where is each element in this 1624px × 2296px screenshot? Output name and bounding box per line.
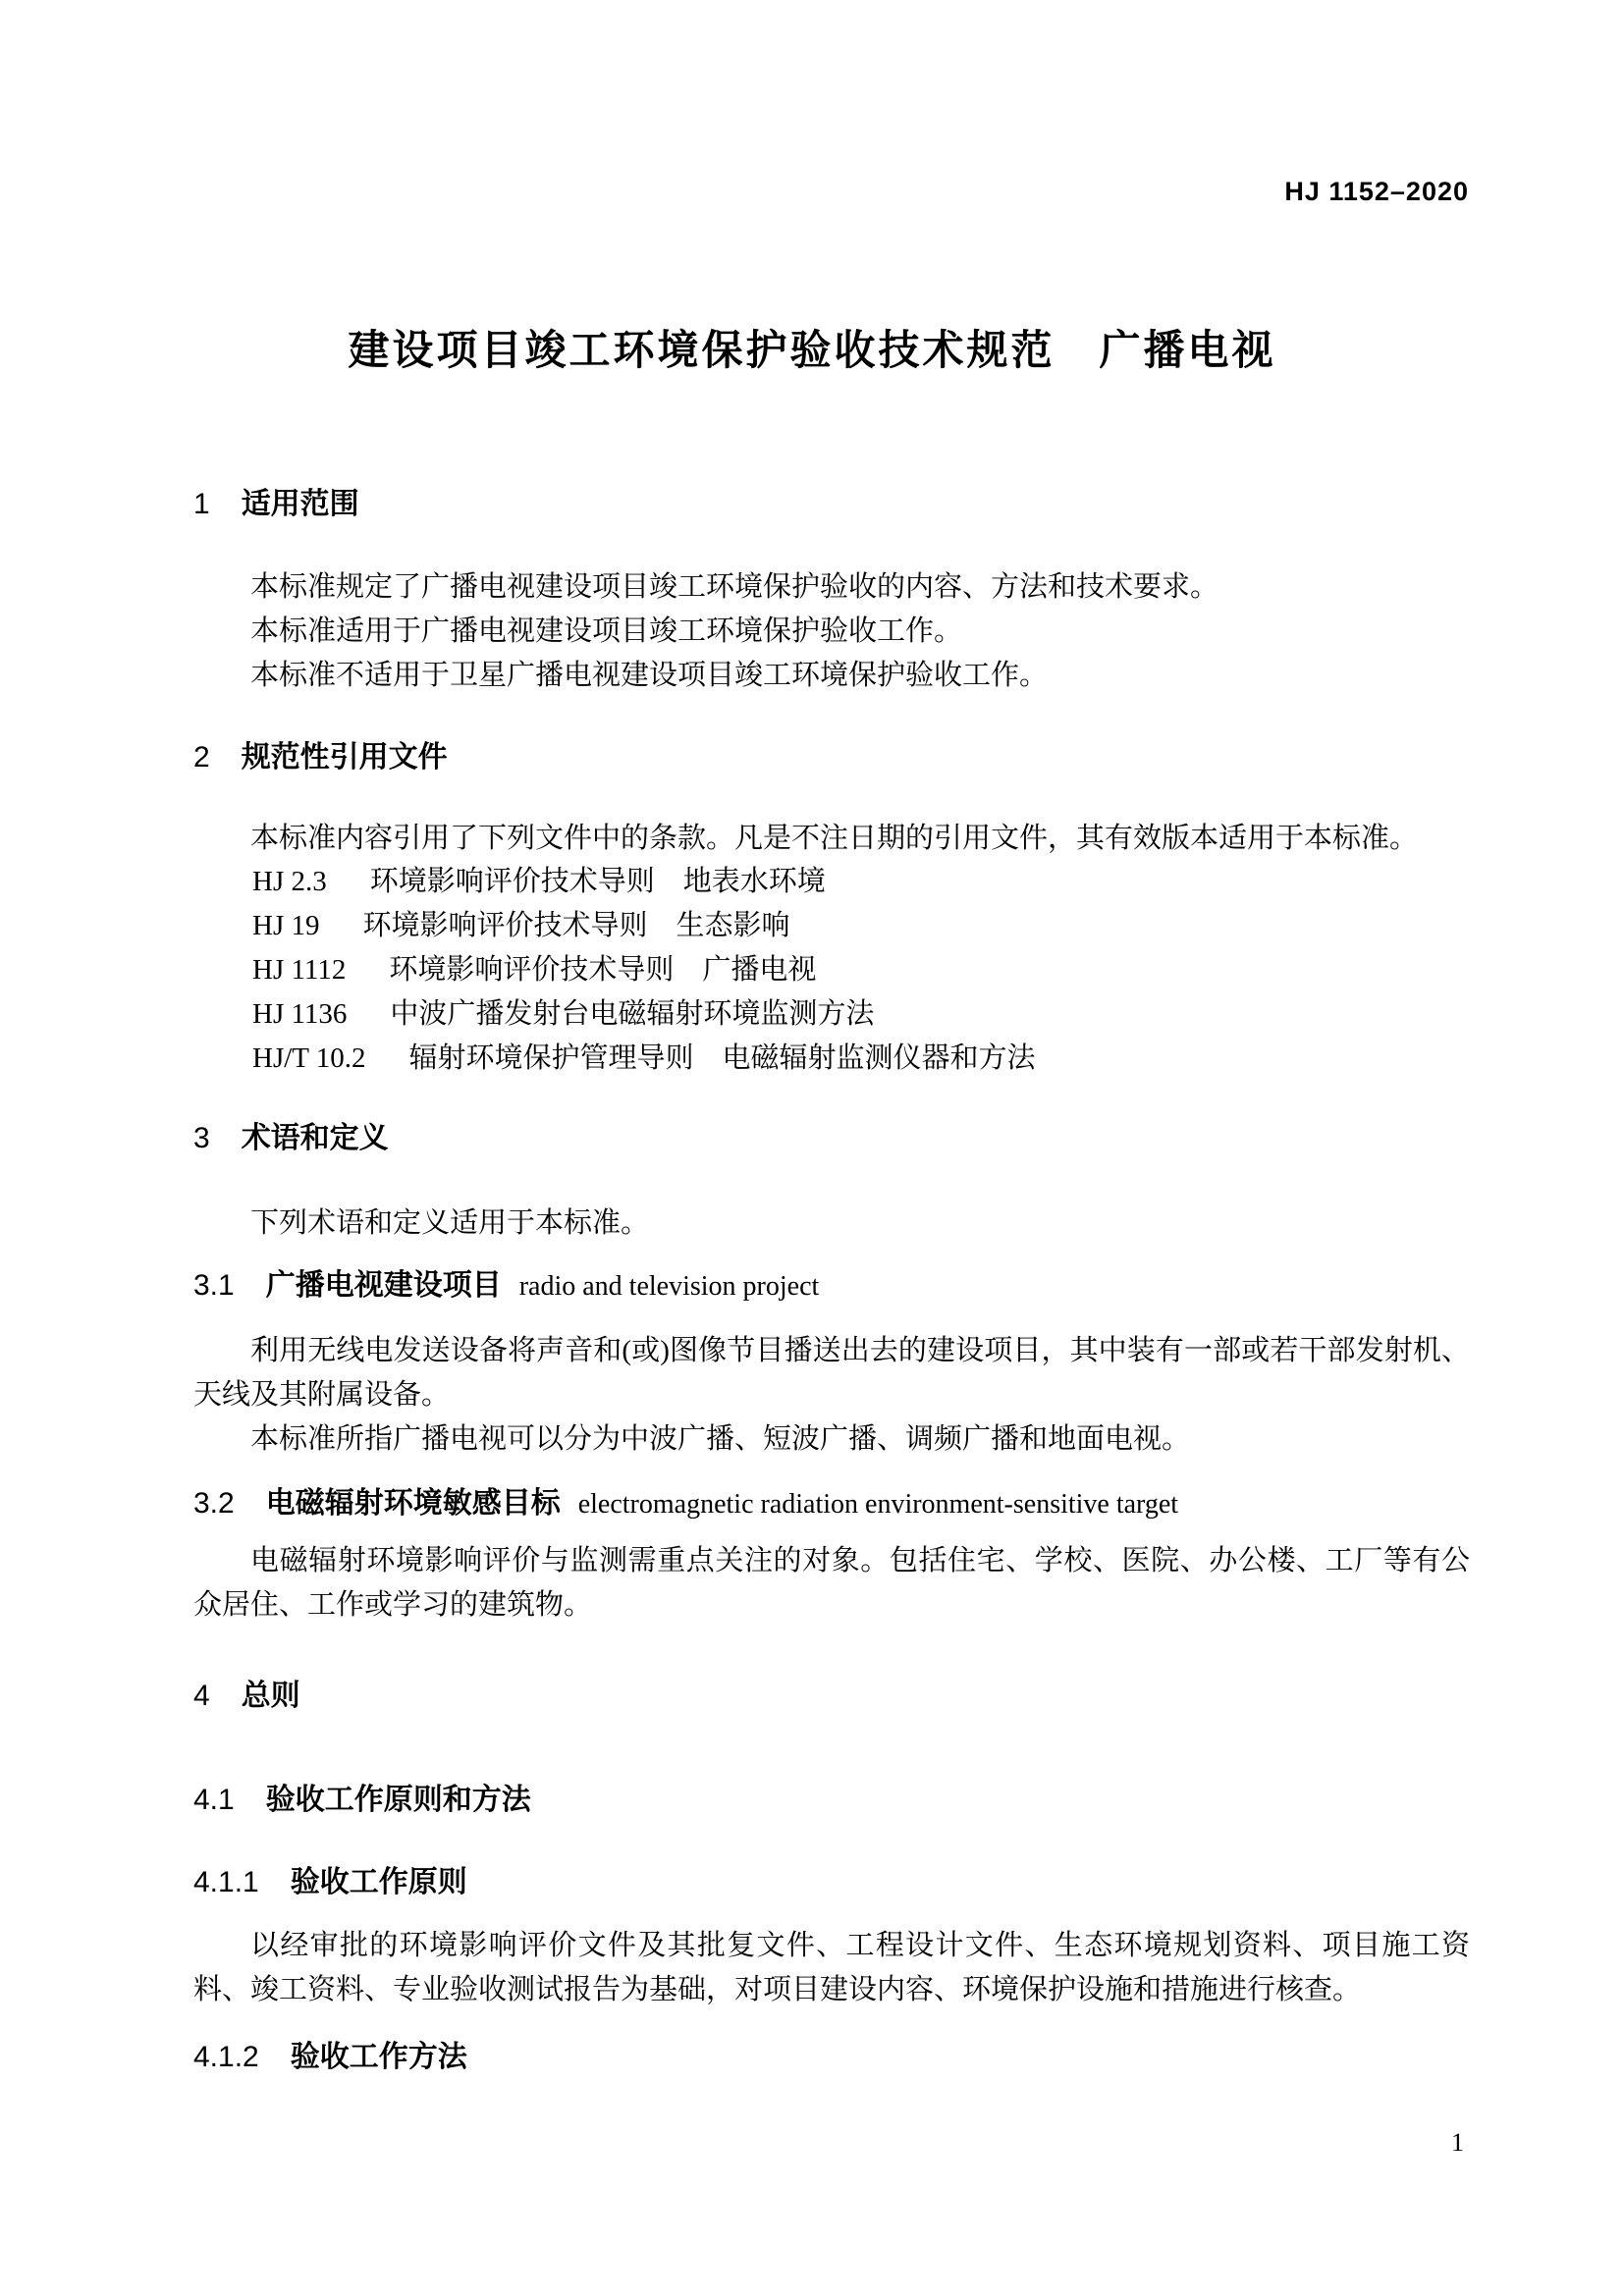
section-number: 4 xyxy=(193,1680,210,1712)
reference-title: 环境影响评价技术导则 生态影响 xyxy=(362,910,790,941)
document-title: 建设项目竣工环境保护验收技术规范 广播电视 xyxy=(348,327,1276,373)
reference-code: HJ 1112 xyxy=(252,954,347,986)
reference-item xyxy=(252,904,1470,948)
reference-item xyxy=(252,860,1470,904)
term-en: radio and television project xyxy=(518,1271,820,1302)
section-number: 4.1.1 xyxy=(193,1866,259,1898)
section-title: 总则 xyxy=(241,1680,300,1712)
term-zh: 广播电视建设项目 xyxy=(265,1269,502,1302)
section-number: 3 xyxy=(193,1122,210,1154)
section-title: 验收工作原则和方法 xyxy=(265,1784,531,1816)
section-title: 适用范围 xyxy=(241,488,359,520)
standard-code: HJ 1152–2020 xyxy=(1284,177,1469,206)
reference-item xyxy=(252,1037,1470,1081)
paragraph: 利用无线电发送设备将声音和(或)图像节目播送出去的建设项目，其中装有一部或若干部发射机、天线及其附属设备。 xyxy=(193,1335,1470,1411)
section-3-intro xyxy=(193,1201,1470,1246)
reference-item xyxy=(252,992,1470,1037)
paragraph: 本标准不适用于卫星广播电视建设项目竣工环境保护验收工作。 xyxy=(250,660,1049,691)
section-3-heading xyxy=(193,1119,1470,1158)
reference-title: 中波广播发射台电磁辐射环境监测方法 xyxy=(390,998,875,1030)
page-number: 1 xyxy=(1451,2128,1464,2157)
reference-list xyxy=(193,860,1470,1081)
reference-item xyxy=(252,948,1470,992)
section-2-intro xyxy=(193,817,1470,861)
reference-code: HJ 1136 xyxy=(252,998,348,1030)
section-number: 4.1.2 xyxy=(193,2041,259,2073)
section-title: 验收工作方法 xyxy=(290,2041,467,2073)
reference-title: 辐射环境保护管理导则 电磁辐射监测仪器和方法 xyxy=(408,1042,1036,1074)
section-4-1-1-body xyxy=(193,1924,1470,2012)
paragraph: 本标准内容引用了下列文件中的条款。凡是不注日期的引用文件，其有效版本适用于本标准。 xyxy=(250,823,1419,854)
paragraph: 本标准所指广播电视可以分为中波广播、短波广播、调频广播和地面电视。 xyxy=(250,1423,1191,1455)
section-title: 验收工作原则 xyxy=(290,1866,467,1898)
section-title: 术语和定义 xyxy=(241,1122,389,1154)
section-number: 3.1 xyxy=(193,1269,235,1302)
section-3-2-body xyxy=(193,1539,1470,1628)
section-1-body xyxy=(193,565,1470,698)
section-3-2-heading xyxy=(193,1484,1470,1524)
section-2-heading xyxy=(193,738,1470,777)
section-number: 3.2 xyxy=(193,1487,235,1520)
reference-code: HJ/T 10.2 xyxy=(252,1042,366,1074)
reference-code: HJ 19 xyxy=(252,910,320,941)
paragraph: 本标准规定了广播电视建设项目竣工环境保护验收的内容、方法和技术要求。 xyxy=(250,571,1219,603)
section-3-1-body xyxy=(193,1329,1470,1462)
term-zh: 电磁辐射环境敏感目标 xyxy=(265,1487,561,1520)
section-4-heading xyxy=(193,1677,1470,1716)
reference-title: 环境影响评价技术导则 广播电视 xyxy=(389,954,817,986)
reference-title: 环境影响评价技术导则 地表水环境 xyxy=(369,866,826,897)
paragraph: 以经审批的环境影响评价文件及其批复文件、工程设计文件、生态环境规划资料、项目施工资料、竣工资料、专业验收测试报告为基础，对项目建设内容、环境保护设施和措施进行核查。 xyxy=(193,1930,1470,2005)
reference-code: HJ 2.3 xyxy=(252,866,327,897)
section-4-1-1-heading xyxy=(193,1863,1470,1902)
section-3-1-heading xyxy=(193,1266,1470,1307)
section-title: 规范性引用文件 xyxy=(241,741,448,774)
section-4-1-2-heading xyxy=(193,2038,1470,2077)
paragraph: 本标准适用于广播电视建设项目竣工环境保护验收工作。 xyxy=(250,615,963,647)
section-1-heading xyxy=(193,485,1470,524)
paragraph: 下列术语和定义适用于本标准。 xyxy=(250,1207,650,1239)
section-number: 4.1 xyxy=(193,1784,235,1816)
paragraph: 电磁辐射环境影响评价与监测需重点关注的对象。包括住宅、学校、医院、办公楼、工厂等有公众居住、工作或学习的建筑物。 xyxy=(193,1545,1470,1621)
section-number: 2 xyxy=(193,741,210,774)
section-4-1-heading xyxy=(193,1781,1470,1820)
section-number: 1 xyxy=(193,488,210,520)
term-en: electromagnetic radiation environment-sensitive target xyxy=(577,1489,1179,1520)
